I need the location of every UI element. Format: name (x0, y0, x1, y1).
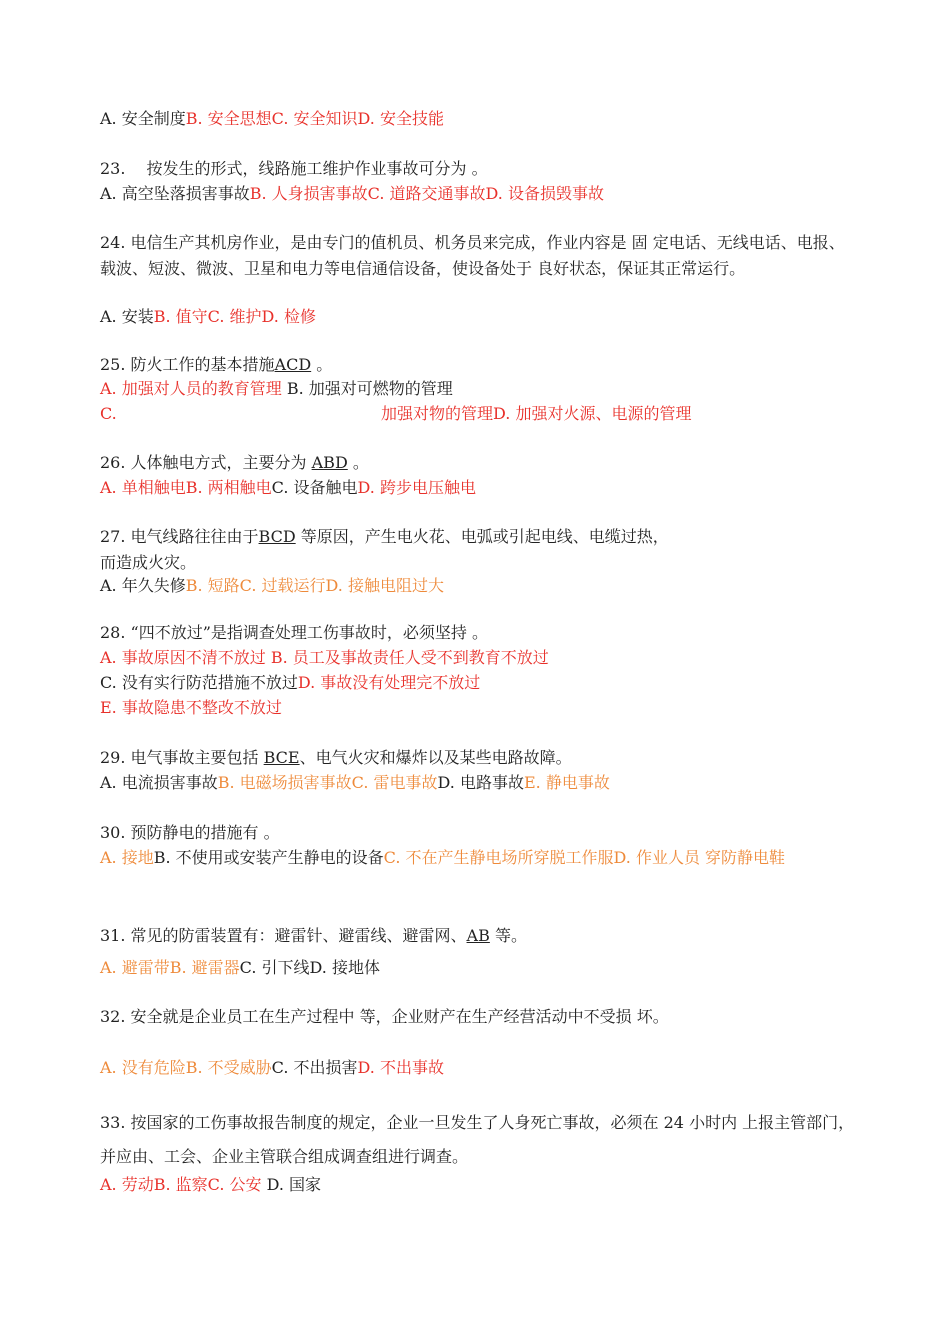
q29-question-suffix: 、电气火灾和爆炸以及某些电路故障。 (299, 748, 572, 767)
q31-question (100, 923, 860, 948)
q30-option-b: B. 不使用或安装产生静电的设备 (153, 848, 384, 867)
q32-option-c: C. 不出损害 (271, 1058, 358, 1077)
q30-option-a: A. 接地 (100, 848, 154, 867)
q22-option-b: B. 安全思想 (185, 109, 272, 128)
q31-question-suffix: 等。 (489, 926, 527, 945)
q31-option-b: B. 避雷器 (169, 958, 240, 977)
q26-option-b: B. 两相触电 (185, 478, 272, 497)
q27-question-suffix: 等原因，产生电火花、电弧或引起电线、电缆过热， (295, 527, 669, 546)
q29-option-e: E. 静电事故 (523, 773, 610, 792)
q27-question (100, 524, 860, 549)
q28-option-a: A. 事故原因不清不放过 (100, 648, 266, 667)
q26-question (100, 450, 860, 475)
q25-options-line2-text (381, 401, 691, 426)
q33-question: 33. 按国家的工伤事故报告制度的规定，企业一旦发生了人身死亡事故，必须在 24 小时内 上报主管部门，并应由、工会、企业主管联合组成调查组进行调查。 (100, 1113, 855, 1166)
q26-options (100, 475, 860, 500)
q26-option-c: C. 设备触电 (271, 478, 358, 497)
q31-option-a: A. 避雷带 (100, 958, 170, 977)
q24-option-d: D. 检修 (261, 307, 316, 326)
q33-option-b: B. 监察 (153, 1175, 208, 1194)
q31-option-d: D. 接地体 (309, 958, 380, 977)
q29-option-d: D. 电路事故 (437, 773, 524, 792)
q28-option-e: E. 事故隐患不整改不放过 (100, 698, 282, 717)
q23-option-a: A. 高空坠落损害事故 (100, 184, 250, 203)
q26-answer: ABD (311, 453, 348, 472)
q27-question-line2: 而造成火灾。 (100, 553, 197, 572)
q28-option-b: B. 员工及事故责任人受不到教育不放过 (270, 648, 549, 667)
q23-question: 23. 按发生的形式，线路施工维护作业事故可分为 。 (100, 159, 488, 178)
q31-option-c: C. 引下线 (239, 958, 310, 977)
q25-option-c: 加强对物的管理 (381, 404, 494, 423)
q24-options (100, 304, 860, 329)
q25-option-d: D. 加强对火源、电源的管理 (493, 404, 692, 423)
q28-options-line2 (100, 670, 860, 695)
q26-question-prefix: 26. 人体触电方式，主要分为 (100, 453, 312, 472)
q28-option-c: C. 没有实行防范措施不放过 (100, 673, 298, 692)
q32-question: 32. 安全就是企业员工在生产过程中 等，企业财产在生产经营活动中不受损 坏。 (100, 1007, 669, 1026)
q27-question-prefix: 27. 电气线路往往由于 (100, 527, 259, 546)
q22-options (100, 106, 860, 131)
q31-question-prefix: 31. 常见的防雷装置有：避雷针、避雷线、避雷网、 (100, 926, 467, 945)
q27-answer: BCD (258, 527, 296, 546)
q25-answer: ACD (274, 355, 312, 374)
q30-option-d: D. 作业人员 穿防静电鞋 (613, 848, 786, 867)
q26-question-suffix: 。 (347, 453, 369, 472)
q30-option-c: C. 不在产生静电场所穿脱工作服 (383, 848, 614, 867)
q29-option-c: C. 雷电事故 (351, 773, 438, 792)
q29-option-a: A. 电流损害事故 (100, 773, 218, 792)
q22-option-c: C. 安全知识 (271, 109, 358, 128)
q27-option-d: D. 接触电阻过大 (325, 576, 444, 595)
q32-options (100, 1055, 860, 1080)
q23-option-d: D. 设备损毁事故 (485, 184, 604, 203)
q22-option-a: A. 安全制度 (100, 109, 186, 128)
q25-question (100, 352, 860, 377)
q30-question: 30. 预防静电的措施有 。 (100, 823, 280, 842)
q31-options (100, 955, 860, 980)
q29-question-prefix: 29. 电气事故主要包括 (100, 748, 264, 767)
q29-question (100, 745, 860, 770)
q29-options (100, 770, 860, 795)
q26-option-a: A. 单相触电 (100, 478, 186, 497)
q24-option-c: C. 维护 (207, 307, 262, 326)
q28-options-line3 (100, 695, 860, 720)
q24-option-a: A. 安装 (100, 307, 154, 326)
q25-question-prefix: 25. 防火工作的基本措施 (100, 355, 275, 374)
q22-option-d: D. 安全技能 (357, 109, 444, 128)
q23-option-c: C. 道路交通事故 (367, 184, 486, 203)
q33-options (100, 1172, 860, 1197)
q28-options-line1 (100, 645, 860, 670)
q30-options (100, 845, 855, 871)
q32-option-b: B. 不受威胁 (185, 1058, 272, 1077)
q31-answer: AB (466, 926, 490, 945)
q26-option-d: D. 跨步电压触电 (357, 478, 476, 497)
q23-option-b: B. 人身损害事故 (249, 184, 368, 203)
q24-question: 24. 电信生产其机房作业，是由专门的值机员、机务员来完成，作业内容是 固 定电话、无线电话、电报、载波、短波、微波、卫星和电力等电信通信设备，使设备处于 良好状态，保证其正常运行。 (100, 233, 845, 278)
q25-option-c-label: C. (100, 404, 117, 423)
q25-option-b: B. 加强对可燃物的管理 (286, 379, 453, 398)
q28-question: 28. “四不放过”是指调查处理工伤事故时，必须坚持 。 (100, 623, 488, 642)
q29-answer: BCE (263, 748, 300, 767)
q25-option-a: A. 加强对人员的教育管理 (100, 379, 282, 398)
q33-option-d: D. 国家 (266, 1175, 322, 1194)
q33-option-a: A. 劳动 (100, 1175, 154, 1194)
q28-option-d: D. 事故没有处理完不放过 (297, 673, 481, 692)
q27-option-b: B. 短路 (185, 576, 240, 595)
q23-options (100, 181, 860, 206)
q32-option-a: A. 没有危险 (100, 1058, 186, 1077)
q27-options (100, 573, 860, 598)
q27-option-c: C. 过载运行 (239, 576, 326, 595)
q24-option-b: B. 值守 (153, 307, 208, 326)
q27-option-a: A. 年久失修 (100, 576, 186, 595)
q32-option-d: D. 不出事故 (357, 1058, 444, 1077)
q25-question-suffix: 。 (311, 355, 333, 374)
q25-options-line1 (100, 376, 860, 401)
q29-option-b: B. 电磁场损害事故 (217, 773, 352, 792)
q33-option-c: C. 公安 (207, 1175, 262, 1194)
